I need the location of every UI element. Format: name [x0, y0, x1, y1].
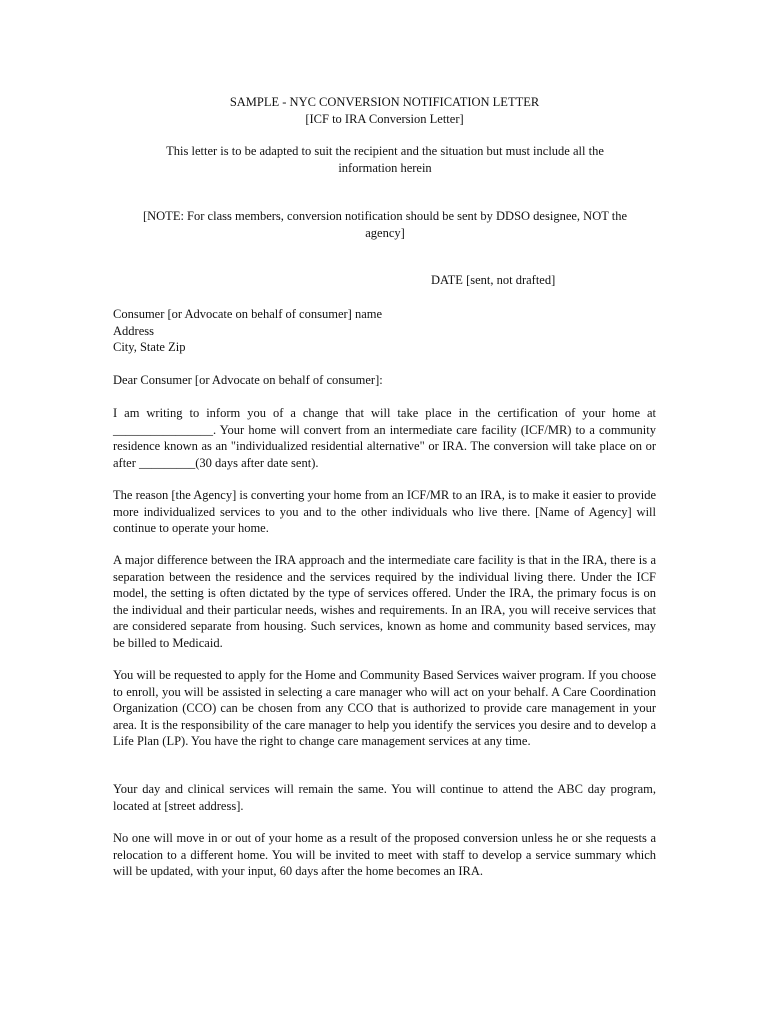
letter-subtitle: [ICF to IRA Conversion Letter]	[305, 111, 464, 126]
class-member-note: [NOTE: For class members, conversion notification should be sent by DDSO designee, NOT the agency]	[142, 209, 628, 240]
date-line: DATE [sent, not drafted]	[431, 273, 556, 287]
paragraph-ira-difference: A major difference between the IRA approach and the intermediate care facility is that in the IRA, there is a separation between the residence and the services required by the individual living there. Under the ICF model, the setting is often dictated by the type of services offered. Under the IRA, the primary focus is on the individual and their particular needs, wishes and requirements. In an IRA, you will receive services that are considered separate from housing. Such services, known as home and community based services, may be billed to Medicaid.	[113, 553, 656, 650]
salutation: Dear Consumer [or Advocate on behalf of consumer]:	[113, 373, 383, 387]
paragraph-residents: No one will move in or out of your home as a result of the proposed conversion unless he or she requests a relocation to a different home. You will be invited to meet with staff to develop a service summary which will be updated, with your input, 60 days after the home becomes an IRA.	[113, 831, 656, 878]
recipient-address	[113, 306, 656, 356]
recipient-street: Address	[113, 323, 154, 338]
paragraph-waiver-program: You will be requested to apply for the Home and Community Based Services waiver program. If you choose to enroll, you will be assisted in selecting a care manager who will act on your behalf. A Care Coordination Organization (CCO) can be chosen from any CCO that is authorized to provide care management in your area. It is the responsibility of the care manager to help you identify the services you desire and to develop a Life Plan (LP). You have the right to change care management services at any time.	[113, 668, 656, 748]
paragraph-day-services: Your day and clinical services will remain the same. You will continue to attend the ABC day program, located at [street address].	[113, 782, 656, 813]
intro-note: This letter is to be adapted to suit the recipient and the situation but must include all the information herein	[166, 144, 604, 175]
recipient-name: Consumer [or Advocate on behalf of consumer] name	[113, 307, 383, 321]
paragraph-conversion-reason: The reason [the Agency] is converting your home from an ICF/MR to an IRA, is to make it easier to provide more individualized services to you and to the other individuals who live there. [Name of Agency] will continue to operate your home.	[113, 488, 656, 535]
letter-title: SAMPLE - NYC CONVERSION NOTIFICATION LETTER	[229, 95, 540, 109]
recipient-city: City, State Zip	[113, 340, 186, 354]
paragraph-conversion-notice: I am writing to inform you of a change that will take place in the certification of your home at ________________. Your home will convert from an intermediate care facility (ICF/MR) to a community residence known as an "individualized residential alternative" or IRA. The conversion will take place on or after _________(30 days after date sent).	[113, 406, 656, 470]
letter-heading	[113, 94, 656, 127]
